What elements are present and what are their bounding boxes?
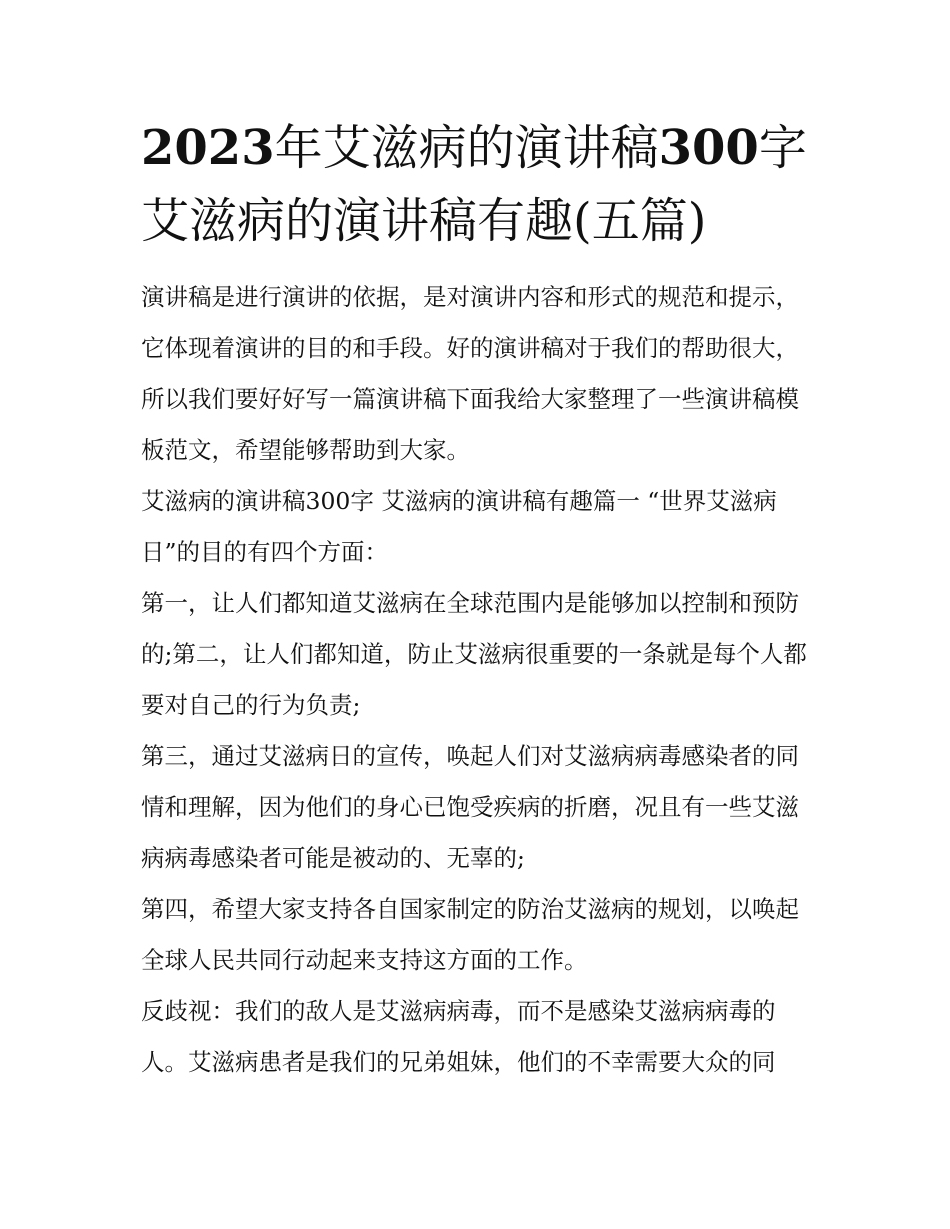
document-title bbox=[141, 112, 813, 258]
title-mid: 年艾滋病的演讲稿 bbox=[274, 120, 659, 176]
title-line-1 bbox=[141, 112, 813, 185]
title-line-2: 艾滋病的演讲稿有趣(五篇) bbox=[141, 193, 707, 249]
paragraph-point-1-2: 第一，让人们都知道艾滋病在全球范围内是能够加以控制和预防的;第二，让人们都知道，防止艾滋病很重要的一条就是每个人都要对自己的行为负责; bbox=[141, 589, 807, 719]
title-year: 2023 bbox=[141, 120, 275, 176]
paragraph-anti-discrimination: 反歧视：我们的敌人是艾滋病病毒，而不是感染艾滋病病毒的人。艾滋病患者是我们的兄弟姐妹，他们的不幸需要大众的同 bbox=[141, 997, 776, 1076]
title-number: 300 bbox=[658, 120, 759, 176]
paragraph-point-4: 第四，希望大家支持各自国家制定的防治艾滋病的规划，以唤起全球人民共同行动起来支持这方面的工作。 bbox=[141, 895, 799, 974]
document-content bbox=[141, 112, 813, 1088]
document-body bbox=[141, 272, 813, 1088]
paragraph-intro: 演讲稿是进行演讲的依据，是对演讲内容和形式的规范和提示，它体现着演讲的目的和手段。好的演讲稿对于我们的帮助很大，所以我们要好好写一篇演讲稿下面我给大家整理了一些演讲稿模板范文，希望能够帮助到大家。 bbox=[141, 283, 799, 464]
paragraph-point-3: 第三，通过艾滋病日的宣传，唤起人们对艾滋病病毒感染者的同情和理解，因为他们的身心已饱受疾病的折磨，况且有一些艾滋病病毒感染者可能是被动的、无辜的; bbox=[141, 742, 799, 872]
paragraph-section-heading: 艾滋病的演讲稿300字 艾滋病的演讲稿有趣篇一 “世界艾滋病日”的目的有四个方面： bbox=[141, 487, 777, 566]
title-end: 字 bbox=[758, 120, 807, 176]
